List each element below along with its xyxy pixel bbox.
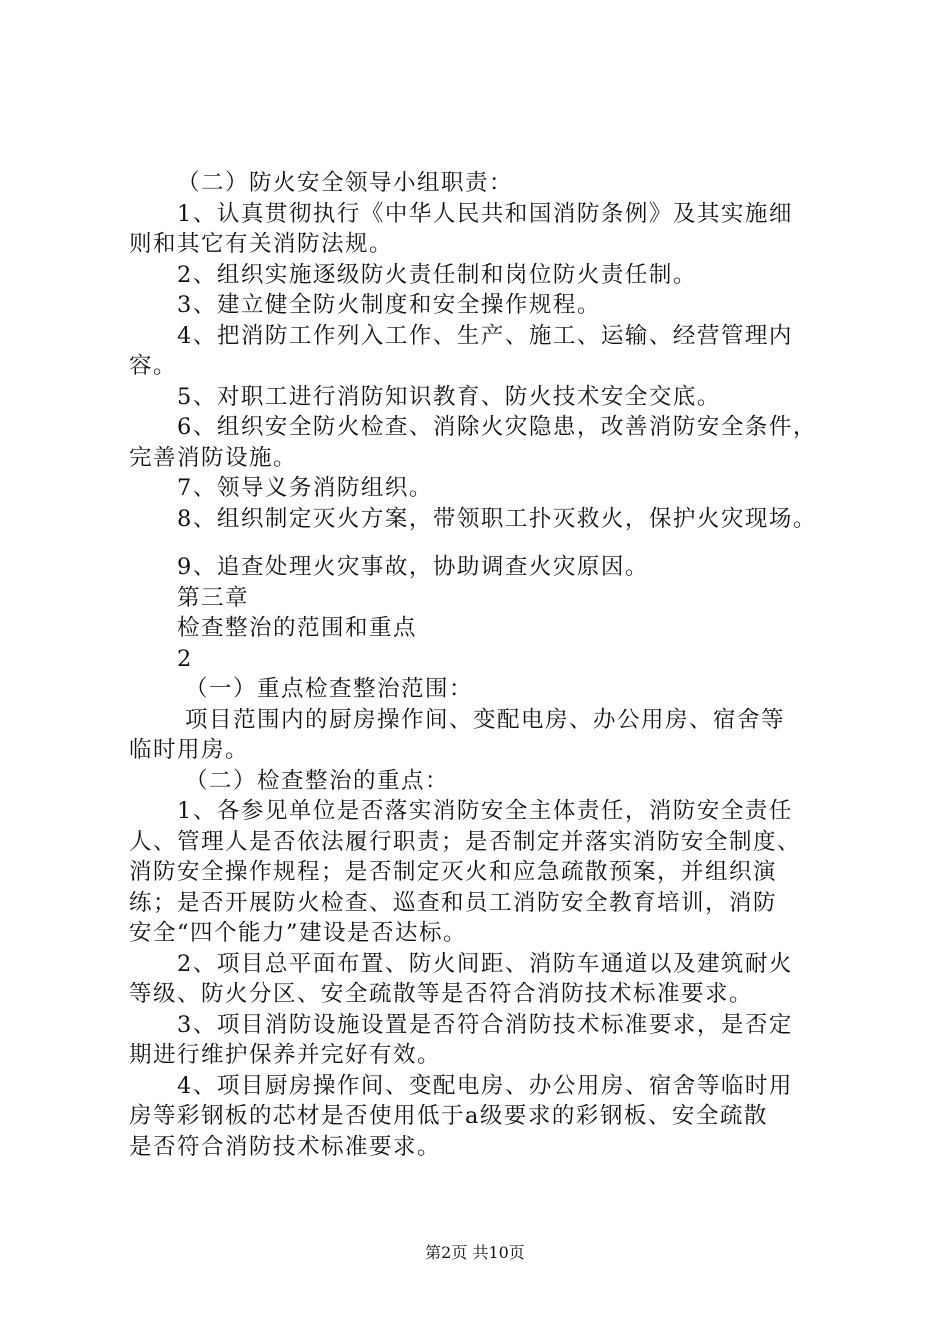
paragraph-line: 房等彩钢板的芯材是否使用低于a级要求的彩钢板、安全疏散 xyxy=(129,1103,768,1129)
chapter-number: 2 xyxy=(177,645,193,672)
paragraph-line: 6、组织安全防火检查、消除火灾隐患，改善消防安全条件， xyxy=(177,414,817,440)
paragraph-line: 4、项目厨房操作间、变配电房、办公用房、宿舍等临时用 xyxy=(177,1072,793,1099)
paragraph-line: 9、追查处理火灾事故，协助调查火灾原因。 xyxy=(177,554,649,580)
paragraph-line: 2、组织实施逐级防火责任制和岗位防火责任制。 xyxy=(177,261,697,288)
paragraph-line: 3、建立健全防火制度和安全操作规程。 xyxy=(177,292,601,318)
paragraph-line: 是否符合消防技术标准要求。 xyxy=(129,1133,442,1160)
paragraph-line: 临时用房。 xyxy=(129,737,250,763)
paragraph-line: 练；是否开展防火检查、巡查和员工消防安全教育培训，消防 xyxy=(129,889,778,916)
section-heading: （二）防火安全领导小组职责： xyxy=(177,170,514,196)
paragraph-line: 项目范围内的厨房操作间、变配电房、办公用房、宿舍等 xyxy=(185,706,786,733)
paragraph-line: 安全“四个能力”建设是否达标。 xyxy=(129,920,468,946)
paragraph-line: 消防安全操作规程；是否制定灭火和应急疏散预案，并组织演 xyxy=(129,859,778,885)
paragraph-line: 2、项目总平面布置、防火间距、消防车通道以及建筑耐火 xyxy=(177,950,793,977)
paragraph-line: 5、对职工进行消防知识教育、防火技术安全交底。 xyxy=(177,383,721,410)
document-body xyxy=(129,168,845,1162)
spacer xyxy=(129,534,845,552)
paragraph-line: 8、组织制定灭火方案，带领职工扑灭救火，保护火灾现场。 xyxy=(177,505,817,532)
section-heading: （二）检查整治的重点： xyxy=(185,767,450,794)
page-number-footer: 第2页 共10页 xyxy=(425,1243,525,1262)
paragraph-line: 容。 xyxy=(129,353,178,379)
chapter-title: 第三章 xyxy=(177,584,250,611)
paragraph-line: 4、把消防工作列入工作、生产、施工、运输、经营管理内 xyxy=(177,322,793,349)
chapter-subtitle: 检查整治的范围和重点 xyxy=(177,615,418,641)
paragraph-line: 等级、防火分区、安全疏散等是否符合消防技术标准要求。 xyxy=(129,981,754,1007)
paragraph-line: 期进行维护保养并完好有效。 xyxy=(129,1042,442,1068)
paragraph-line: 3、项目消防设施设置是否符合消防技术标准要求，是否定 xyxy=(177,1011,793,1038)
paragraph-line: 1、各参见单位是否落实消防安全主体责任，消防安全责任 xyxy=(177,798,793,824)
paragraph-line: 完善消防设施。 xyxy=(129,444,298,471)
paragraph-line: 7、领导义务消防组织。 xyxy=(177,475,433,501)
paragraph-line: 则和其它有关消防法规。 xyxy=(129,231,394,257)
paragraph-line: 人、管理人是否依法履行职责；是否制定并落实消防安全制度、 xyxy=(129,828,802,855)
paragraph-line: 1、认真贯彻执行《中华人民共和国消防条例》及其实施细 xyxy=(177,200,793,227)
section-heading: （一）重点检查整治范围： xyxy=(185,676,474,702)
